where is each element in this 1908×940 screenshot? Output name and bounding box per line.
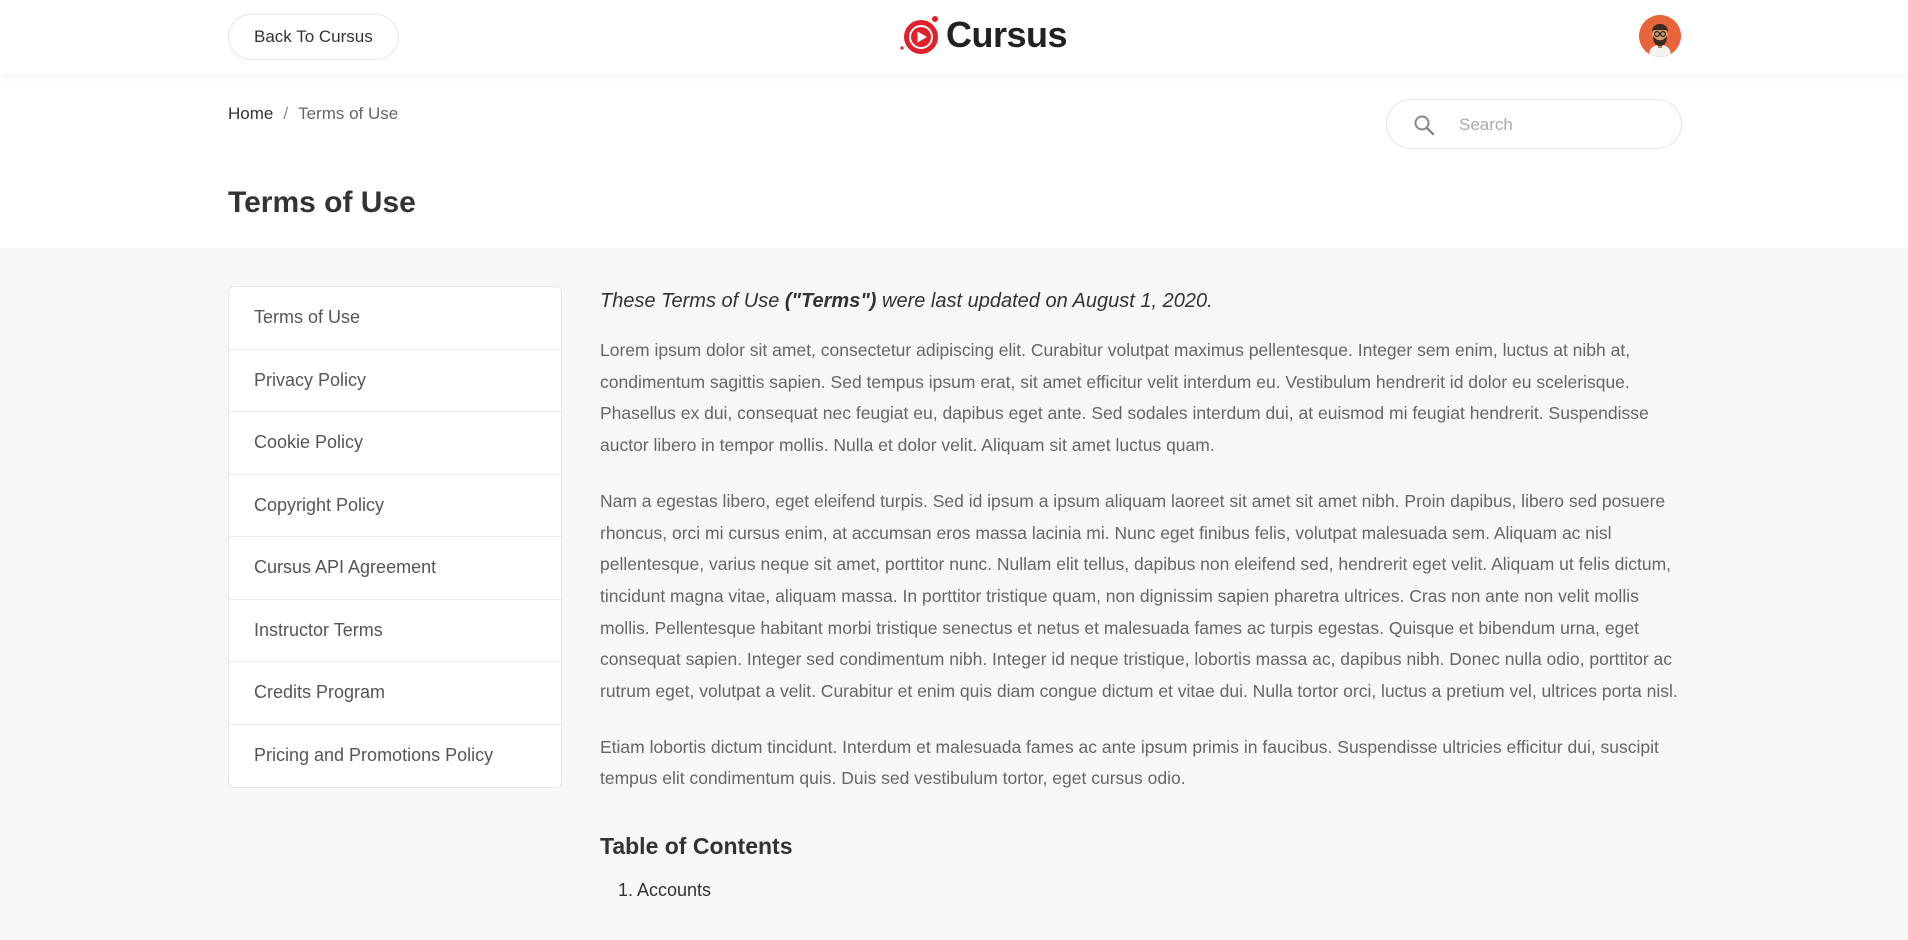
sidebar-item-instructor-terms[interactable]: Instructor Terms — [229, 600, 561, 663]
avatar-icon — [1639, 15, 1681, 57]
breadcrumb — [228, 104, 398, 124]
updated-prefix: These Terms of Use — [600, 290, 785, 312]
paragraph: Lorem ipsum dolor sit amet, consectetur adipiscing elit. Curabitur volutpat maximus pellentesque. Integer sem enim, luctus at nibh at, condimentum sagittis sapien. Sed tempus ipsum erat, sit amet efficitur velit interdum eu. Vestibulum hendrerit id dolor eu scelerisque. Phasellus ex dui, consequat nec feugiat eu, dapibus eget ante. Sed sodales interdum dui, at euismod mi feugiat hendrerit. Suspendisse auctor libero in tempor mollis. Nulla et dolor velit. Aliquam sit amet luctus quam. — [600, 340, 1649, 456]
last-updated-text — [600, 286, 1684, 316]
page-header — [0, 74, 1908, 248]
updated-suffix: were last updated on August 1, 2020. — [876, 290, 1213, 312]
play-logo-icon — [898, 13, 942, 57]
logo[interactable] — [898, 12, 1067, 58]
top-bar — [0, 0, 1908, 74]
terms-content — [600, 286, 1684, 901]
breadcrumb-current: Terms of Use — [298, 104, 399, 123]
page-title: Terms of Use — [228, 186, 416, 219]
paragraph: Etiam lobortis dictum tincidunt. Interdum et malesuada fames ac ante ipsum primis in faucibus. Suspendisse ultricies efficitur dui, suscipit tempus elit condimentum quis. Duis sed vestibulum tortor, eget cursus odio. — [600, 736, 1659, 789]
sidebar-item-privacy-policy[interactable]: Privacy Policy — [229, 350, 561, 413]
updated-terms-bold: ("Terms") — [784, 290, 877, 312]
sidebar-item-api-agreement[interactable]: Cursus API Agreement — [229, 537, 561, 600]
breadcrumb-home-link[interactable]: Home — [228, 104, 274, 123]
logo-text: Cursus — [946, 14, 1068, 55]
toc-item-accounts[interactable]: 1. Accounts — [618, 880, 712, 901]
toc-title: Table of Contents — [600, 833, 793, 860]
search-box[interactable] — [1386, 99, 1682, 149]
search-input[interactable] — [1459, 112, 1659, 138]
search-icon — [1413, 114, 1435, 136]
back-to-cursus-button[interactable]: Back To Cursus — [228, 14, 399, 60]
breadcrumb-separator: / — [283, 104, 289, 123]
paragraph: Nam a egestas libero, eget eleifend turpis. Sed id ipsum a ipsum aliquam laoreet sit amet sit amet nibh. Proin dapibus, libero sed posuere rhoncus, orci mi cursus enim, at accumsan eros massa lacinia mi. Nunc eget finibus felis, volutpat malesuada sem. Aliquam ac nisl pellentesque, varius neque sit amet, porttitor nunc. Nullam elit tellus, dapibus non eleifend sed, hendrerit eget velit. Aliquam ut felis dictum, tincidunt magna vitae, aliquam massa. In porttitor tristique quam, non dignissim sapien pharetra ultrices. Cras non ante non velit mollis mollis. Pellentesque habitant morbi tristique senectus et netus et malesuada fames ac turpis egestas. Quisque et bibendum urna, eget consequat sapien. Integer sed condimentum nibh. Integer id neque tristique, lobortis massa ac, dapibus nibh. Donec nulla odio, porttitor ac rutrum eget, volutpat a velit. Curabitur et enim quis diam congue dictum et vitae dui. Nulla tortor orci, luctus a pretium vel, ultrices porta nisl. — [600, 490, 1678, 702]
sidebar-item-credits-program[interactable]: Credits Program — [229, 662, 561, 725]
sidebar-item-pricing-promotions[interactable]: Pricing and Promotions Policy — [254, 745, 494, 766]
user-avatar[interactable] — [1639, 15, 1681, 57]
policy-sidebar — [228, 286, 562, 788]
sidebar-item-terms-of-use[interactable]: Terms of Use — [229, 287, 561, 350]
sidebar-item-copyright-policy[interactable]: Copyright Policy — [229, 475, 561, 538]
sidebar-item-cookie-policy[interactable]: Cookie Policy — [229, 412, 561, 475]
